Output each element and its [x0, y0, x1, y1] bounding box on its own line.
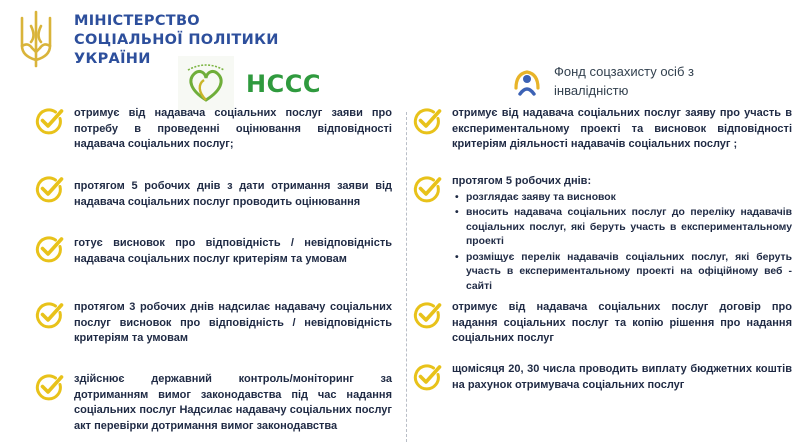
item-text: отримує від надавача соціальних послуг заяви про потребу в проведенні оцінювання відповідності надавача соціальних послуг;	[74, 107, 392, 150]
sub-list-item: • розміщує перелік надавачів соціальних послуг, які беруть участь в експериментальному проекті на офіційному веб - сайті	[452, 251, 792, 295]
item-text: протягом 3 робочих днів надсилає надавачу соціальних послуг висновок про відповідність / невідповідність критеріям та умовам	[74, 301, 392, 344]
list-item	[34, 234, 392, 267]
list-item	[34, 372, 392, 434]
heart-leaf-logo-icon	[178, 56, 234, 110]
trident-emblem-icon	[14, 8, 58, 70]
fund-logo-icon	[512, 66, 542, 98]
check-circle-icon	[34, 174, 64, 204]
nsss-title: НССС	[246, 70, 321, 98]
list-item	[412, 174, 792, 295]
check-circle-icon	[412, 300, 442, 330]
check-circle-icon	[412, 106, 442, 136]
item-text: готує висновок про відповідність / невідповідність надавача соціальних послуг критеріям та умовам	[74, 237, 392, 265]
item-text: здійснює державний контроль/моніторинг за дотриманням вимог законодавства під час надання соціальних послуг Надсилає надавачу соціальних послуг акт перевірки дотримання вимог законодавства	[74, 373, 392, 432]
item-lead-text: протягом 5 робочих днів:	[452, 175, 592, 187]
ministry-line-3: УКРАЇНИ	[74, 51, 151, 67]
list-item	[34, 106, 392, 153]
item-text: щомісяця 20, 30 числа проводить виплату бюджетних коштів на рахунок отримувача соціальних послуг	[452, 363, 792, 391]
list-item	[412, 106, 792, 153]
ministry-name	[74, 12, 279, 69]
column-divider	[406, 112, 407, 442]
list-item	[412, 362, 792, 393]
ministry-line-1: МІНІСТЕРСТВО	[74, 13, 200, 29]
list-item	[34, 300, 392, 347]
sub-list-item: • розглядає заяву та висновок	[452, 191, 792, 206]
item-text: отримує від надавача соціальних послуг договір про надання соціальних послуг та копію рішення про надання соціальних послуг	[452, 301, 792, 344]
check-circle-icon	[412, 174, 442, 204]
fund-title: Фонд соцзахисту осіб з інвалідністю	[554, 64, 694, 98]
check-circle-icon	[34, 106, 64, 136]
list-item	[34, 174, 392, 210]
list-item	[412, 300, 792, 347]
sub-list-item: • вносить надавача соціальних послуг до переліку надавачів соціальних послуг, які беруть участь в експериментальному проекті	[452, 206, 792, 250]
check-circle-icon	[34, 372, 64, 402]
check-circle-icon	[412, 362, 442, 392]
check-circle-icon	[34, 300, 64, 330]
item-text: протягом 5 робочих днів з дати отримання заяви від надавача соціальних послуг проводить оцінювання	[74, 180, 392, 208]
sub-list	[452, 191, 792, 295]
ministry-line-2: СОЦІАЛЬНОЇ ПОЛІТИКИ	[74, 32, 279, 48]
item-text: отримує від надавача соціальних послуг заяву про участь в експериментальному проекті та висновок відповідності критеріям діяльності надавачів соціальних послуг ;	[452, 107, 792, 150]
check-circle-icon	[34, 234, 64, 264]
